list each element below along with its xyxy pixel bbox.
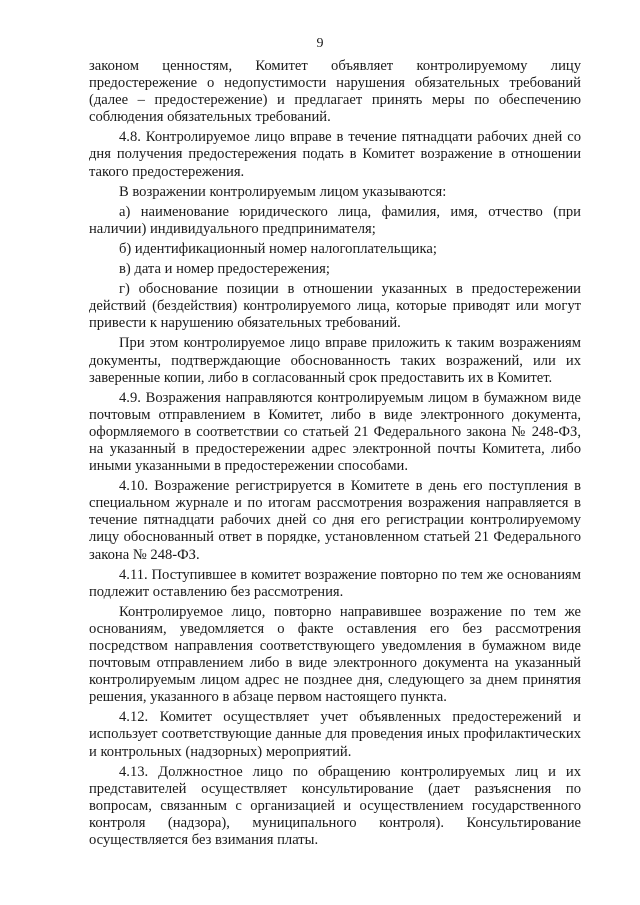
paragraph-4-12: 4.12. Комитет осуществляет учет объявленных предостережений и использует соответствующие данные для проведения иных профилактических и контрольных (надзорных) мероприятий. xyxy=(89,709,581,760)
paragraph-continuation: законом ценностям, Комитет объявляет контролируемому лицу предостережение о недопустимости нарушения обязательных требований (далее – предостережение) и предлагает принять меры по обеспечению соблюдения обязательных требований. xyxy=(89,58,581,126)
paragraph-4-11: 4.11. Поступившее в комитет возражение повторно по тем же основаниям подлежит оставлению без рассмотрения. xyxy=(89,566,581,600)
paragraph-4-9: 4.9. Возражения направляются контролируемым лицом в бумажном виде почтовым отправлением в Комитет, либо в виде электронного документа, оформляемого в соответствии со статьей 21 Федерального закона № 248-ФЗ, на указанный в предостережении адрес электронной почты Комитета, либо иными указанными в предостережении способами. xyxy=(89,389,581,475)
paragraph-attachments: При этом контролируемое лицо вправе приложить к таким возражениям документы, подтверждающие обоснованность таких возражений, или их заверенные копии, либо в согласованный срок предоставить их в Комитет. xyxy=(89,335,581,386)
list-item-b: б) идентификационный номер налогоплательщика; xyxy=(119,240,437,257)
list-item-v: в) дата и номер предостережения; xyxy=(119,261,330,278)
document-body xyxy=(89,58,581,852)
paragraph-4-8: 4.8. Контролируемое лицо вправе в течение пятнадцати рабочих дней со дня получения предостережения подать в Комитет возражение в отношении такого предостережения. xyxy=(89,129,581,180)
list-item-g: г) обоснование позиции в отношении указанных в предостережении действий (бездействия) контролируемого лица, которые приводят или могут привести к нарушению обязательных требований. xyxy=(89,281,581,332)
paragraph-4-13: 4.13. Должностное лицо по обращению контролируемых лиц и их представителей осуществляет консультирование (дает разъяснения по вопросам, связанным с организацией и осуществлением государственного контроля (надзора), муниципального контроля). Консультирование осуществляется без взимания платы. xyxy=(89,763,581,849)
paragraph-objection-intro: В возражении контролируемым лицом указываются: xyxy=(119,183,447,200)
paragraph-repeat-objection: Контролируемое лицо, повторно направившее возражение по тем же основаниям, уведомляется о факте оставления его без рассмотрения посредством направления соответствующего уведомления в бумажном виде почтовым отправлением либо в виде электронного документа на указанный контролируемым лицом адрес не позднее дня, следующего за днем принятия решения, указанного в абзаце первом настоящего пункта. xyxy=(89,603,581,706)
list-item-a: а) наименование юридического лица, фамилия, имя, отчество (при наличии) индивидуального предпринимателя; xyxy=(89,203,581,237)
page-number: 9 xyxy=(316,36,324,51)
paragraph-4-10: 4.10. Возражение регистрируется в Комитете в день его поступления в специальном журнале и по итогам рассмотрения возражения направляется в течение пятнадцати рабочих дней со дня его регистрации контролируемому лицу обоснованный ответ в порядке, установленном статьей 21 Федерального закона № 248-ФЗ. xyxy=(89,478,581,563)
